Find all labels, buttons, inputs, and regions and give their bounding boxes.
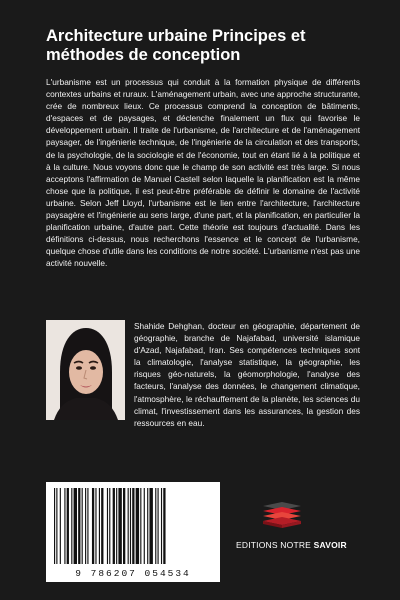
barcode-bar (107, 488, 108, 564)
barcode-bar (71, 488, 72, 564)
barcode-bar (78, 488, 80, 564)
barcode-bar (136, 488, 139, 564)
barcode-bar (113, 488, 115, 564)
barcode-bar (118, 488, 121, 564)
barcode-bar (140, 488, 141, 564)
barcode-bar (132, 488, 134, 564)
book-stack-icon (257, 500, 307, 530)
barcode-bar (163, 488, 165, 564)
publisher-logo (257, 500, 307, 530)
author-portrait-image (46, 320, 125, 420)
barcode-bar (101, 488, 103, 564)
barcode-bar (67, 488, 69, 564)
barcode-bar (85, 488, 86, 564)
barcode-bar (130, 488, 131, 564)
publisher-name-regular: EDITIONS NOTRE (236, 540, 314, 550)
book-title: Architecture urbaine Principes et méthodes de conception (46, 27, 306, 64)
barcode-bar (109, 488, 110, 564)
barcode-bar (147, 488, 148, 564)
author-photo (46, 320, 125, 420)
barcode-bar (155, 488, 156, 564)
barcode-bar (158, 488, 159, 564)
barcode-bars (52, 488, 214, 564)
barcode-bar (144, 488, 145, 564)
author-bio: Shahide Dehghan, docteur en géographie, département de géographie, branche de Najafabad, université islamique d'Azad, Najafabad, Iran. Ses compétences techniques sont la climatologie, l'analyse statistique, la géographie, les risques géo-naturels, la géomorphologie, l'analyse des facteurs, l'analyse des données, le changement climatique, l'atmosphère, le réchauffement de la planète, les sciences du climat, l'investissement dans les assurances, la gestion des ressources en eau. (134, 321, 360, 428)
isbn-barcode (46, 482, 220, 582)
barcode-bar (128, 488, 129, 564)
barcode-bar (64, 488, 65, 564)
book-summary: L'urbanisme est un processus qui conduit à la formation physique de différents contextes urbains et ruraux. L'aménagement urbain, avec une approche structurante, crée de nombreux lieux. Ce processus comprend la conception de bâtiments, d'espaces et de paysages, et déclenche finalement un flux qui favorise le développement urbain. Il traite de l'urbanisme, de l'architecture et de l'aménagement paysager, de l'ingénierie technique, de l'ingénierie de la circulation et des transports, de la psychologie, de la sociologie et de l'économie, tout en étant lié à la politique et à la culture. Nous voyons donc que le champ de son activité est très large. Si nous acceptons l'affirmation de Manuel Castell selon laquelle la planification est la même chose que la politique, il est peut-être préférable de définir le domaine de l'activité urbaine. Selon Jeff Lloyd, l'urbanisme est le lien entre l'architecture, l'architecture paysagère et l'ingénierie au sens large, d'une part, et la planification, en particulier la planification urbaine, d'autre part. Cette théorie est toujours d'actualité. Dans les définitions ci-dessus, nous recherchons l'essence et le concept de l'urbanisme, quelque chose d'utile dans les conditions de notre société. L'urbanisme n'est pas une activité nouvelle. (46, 77, 360, 269)
barcode-bar (87, 488, 88, 564)
barcode-bar (82, 488, 83, 564)
isbn-number: 9 786207 054534 (75, 568, 191, 579)
barcode-bar (123, 488, 125, 564)
barcode-bar (54, 488, 55, 564)
barcode-bar (60, 488, 61, 564)
barcode-bar (92, 488, 94, 564)
barcode-bar (99, 488, 100, 564)
barcode-bar (116, 488, 117, 564)
barcode-bar (56, 488, 57, 564)
barcode-bar (161, 488, 162, 564)
publisher-name-bold: SAVOIR (313, 540, 347, 550)
barcode-bar (95, 488, 96, 564)
publisher-name (236, 540, 356, 550)
barcode-bar (149, 488, 152, 564)
barcode-bar (74, 488, 77, 564)
